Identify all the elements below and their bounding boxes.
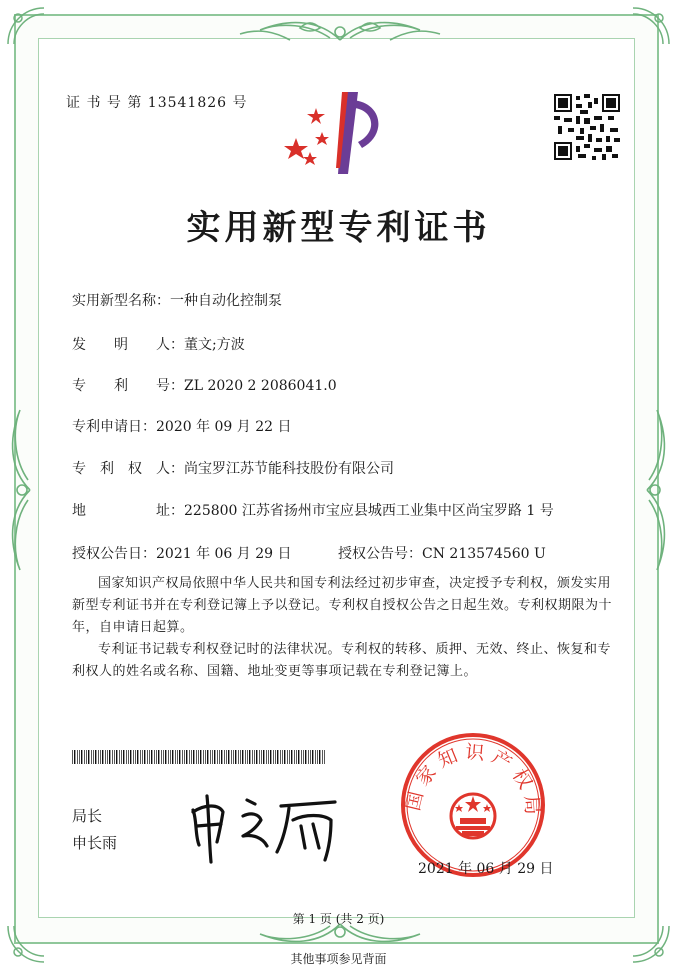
seal-text: 国家知识产权局 [402, 741, 544, 822]
field-filing-date [72, 416, 292, 436]
field-value: 2021 年 06 月 29 日 [156, 546, 292, 562]
certificate-number: 证 书 号 第 13541826 号 [66, 95, 248, 111]
field-label: 地 址： [72, 503, 184, 519]
field-value: CN 213574560 U [422, 546, 546, 562]
corner-ornament-tr [627, 4, 673, 50]
field-value: 尚宝罗江苏节能科技股份有限公司 [184, 461, 394, 477]
document-title: 实用新型专利证书 [186, 208, 491, 248]
field-address [72, 500, 554, 520]
director-name: 申长雨 [72, 834, 118, 852]
director-title: 局长 [72, 807, 103, 825]
corner-ornament-tl [4, 4, 50, 50]
field-grant-number [338, 543, 546, 563]
field-value: 2020 年 09 月 22 日 [156, 419, 292, 435]
field-value: 董文;方波 [184, 337, 245, 353]
field-value: ZL 2020 2 2086041.0 [184, 378, 337, 394]
seal-date: 2021 年 06 月 29 日 [418, 861, 554, 877]
field-grant-date [72, 543, 292, 563]
field-inventor [72, 334, 245, 354]
statement-paragraph-1: 国家知识产权局依照中华人民共和国专利法经过初步审查，决定授予专利权，颁发实用新型专利证书并在专利登记簿上予以登记。专利权自授权公告之日起生效。专利权期限为十年，自申请日起算。 [72, 576, 613, 635]
field-label: 授权公告号： [338, 546, 422, 562]
field-label: 专 利 号： [72, 378, 184, 394]
field-label: 授权公告日： [72, 546, 156, 562]
field-utility-model-name [72, 290, 282, 310]
page-number: 第 1 页 (共 2 页) [292, 912, 385, 926]
field-label: 实用新型名称： [72, 293, 170, 309]
left-ornament [2, 380, 36, 600]
statement-paragraph-2: 专利证书记载专利权登记时的法律状况。专利权的转移、质押、无效、终止、恢复和专利权人的姓名或名称、国籍、地址变更等事项记载在专利登记簿上。 [72, 642, 612, 679]
field-label: 发 明 人： [72, 337, 184, 353]
field-patentee [72, 458, 394, 478]
director-signature [185, 790, 340, 865]
right-ornament [641, 380, 675, 600]
field-label: 专 利 权 人： [72, 461, 184, 477]
cnipa-logo [282, 88, 392, 178]
field-value: 225800 江苏省扬州市宝应县城西工业集中区尚宝罗路 1 号 [184, 503, 554, 519]
field-patent-number [72, 375, 337, 395]
qr-code [554, 94, 620, 160]
barcode [72, 750, 328, 764]
field-label: 专利申请日： [72, 419, 156, 435]
field-value: 一种自动化控制泵 [170, 293, 282, 309]
top-ornament [220, 10, 460, 50]
footer-note: 其他事项参见背面 [290, 952, 387, 966]
